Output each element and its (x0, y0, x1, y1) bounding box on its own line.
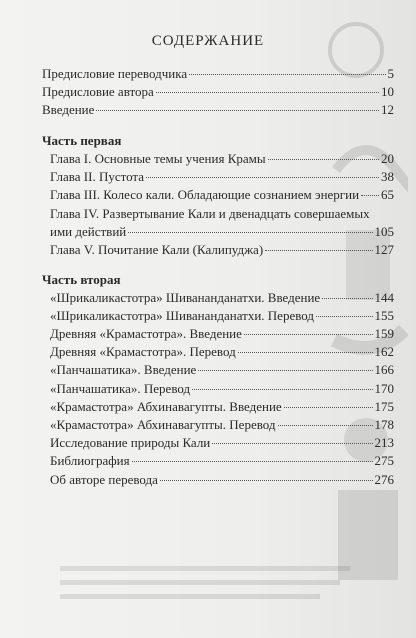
toc-entry-kramastotra-abhinavagupta-translation[interactable]: «Крамастотра» Абхинавагупты. Перевод 178 (50, 417, 394, 433)
toc-entry-preface-author[interactable]: Предисловие автора 10 (42, 84, 394, 100)
toc-entry-panchashatika-translation[interactable]: «Панчашатика». Перевод 170 (50, 380, 394, 396)
show-through-text-lines (60, 560, 360, 608)
toc-entry-study-nature-of-kali[interactable]: Исследование природы Кали 213 (50, 435, 394, 451)
toc-entry-kramastotra-abhinavagupta-intro[interactable]: «Крамастотра» Абхинавагупты. Введение 175 (50, 398, 394, 414)
toc-entry-chapter-3[interactable]: Глава III. Колесо кали. Обладающие сознанием энергии 65 (50, 186, 394, 202)
toc (42, 66, 394, 490)
toc-entry-chapter-2[interactable]: Глава II. Пустота 38 (50, 168, 394, 184)
toc-entry-panchashatika-intro[interactable]: «Панчашатика». Введение 166 (50, 362, 394, 378)
toc-entry-bibliography[interactable]: Библиография 275 (50, 453, 394, 469)
toc-entry-about-translator[interactable]: Об авторе перевода 276 (50, 471, 394, 487)
part-one-heading: Часть первая (42, 132, 122, 148)
toc-entry-preface-translator[interactable]: Предисловие переводчика 5 (42, 66, 394, 81)
part-two-heading: Часть вторая (42, 271, 121, 287)
toc-entry-chapter-4[interactable]: Глава IV. Развертывание Кали и двенадцать совершаемых ими действий 105 (50, 206, 394, 240)
toc-heading: СОДЕРЖАНИЕ (151, 33, 265, 49)
toc-entry-ancient-kramastotra-intro[interactable]: Древняя «Крамастотра». Введение 159 (50, 326, 394, 342)
toc-entry-shrikalikastotra-translation[interactable]: «Шрикаликастотра» Шивананданатхи. Перевод 155 (50, 307, 394, 323)
toc-entry-introduction[interactable]: Введение 12 (42, 102, 394, 118)
toc-entry-chapter-1[interactable]: Глава I. Основные темы учения Крамы 20 (50, 150, 394, 166)
toc-entry-ancient-kramastotra-translation[interactable]: Древняя «Крамастотра». Перевод 162 (50, 344, 394, 360)
toc-entry-chapter-5[interactable]: Глава V. Почитание Кали (Калипуджа) 127 (50, 241, 394, 257)
toc-entry-shrikalikastotra-intro[interactable]: «Шрикаликастотра» Шивананданатхи. Введение 144 (50, 289, 394, 305)
